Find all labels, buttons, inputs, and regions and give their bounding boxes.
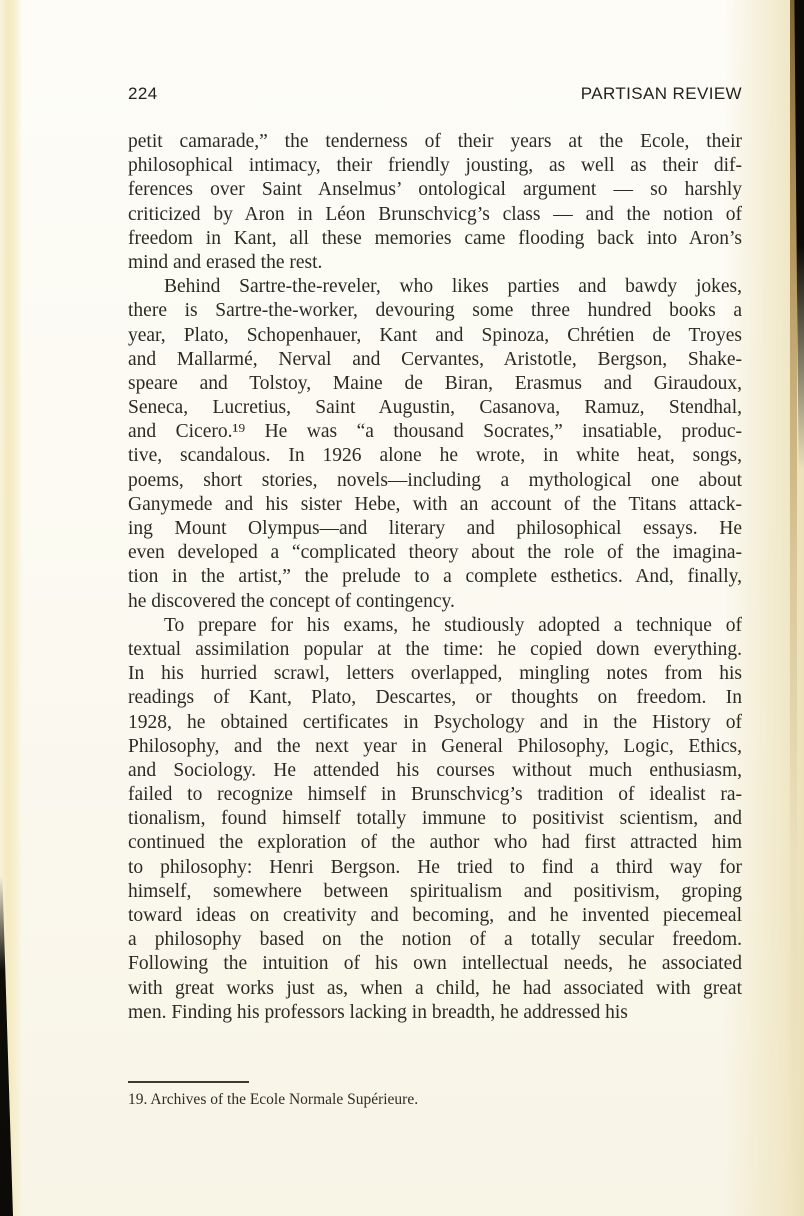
text-line: continued the exploration of the author who had first attracted him [128, 832, 742, 854]
text-line: To prepare for his exams, he studiously adopted a technique of [164, 614, 742, 636]
paragraph [128, 614, 742, 1025]
text-line: Seneca, Lucretius, Saint Augustin, Casanova, Ramuz, Stendhal, [128, 397, 742, 419]
text-line: ing Mount Olympus—and literary and philosophical essays. He [128, 518, 742, 539]
text-line: and Cicero.¹⁹ He was “a thousand Socrates,” insatiable, produc- [128, 421, 742, 443]
text-line: even developed a “complicated theory about the role of the imagina- [128, 542, 742, 564]
text-line: petit camarade,” the tenderness of their years at the Ecole, their [128, 131, 742, 152]
text-line: toward ideas on creativity and becoming, and he invented piecemeal [128, 905, 742, 926]
text-line: poems, short stories, novels—including a mythological one about [128, 469, 742, 491]
page-right-edge [790, 0, 797, 1216]
text-line: textual assimilation popular at the time: he copied down everything. [128, 638, 742, 660]
paragraph [128, 275, 742, 614]
footnote-text: 19. Archives of the Ecole Normale Supérieure. [128, 1091, 419, 1108]
text-line: failed to recognize himself in Brunschvicg’s tradition of idealist ra- [128, 784, 742, 806]
text-block [128, 130, 742, 1025]
text-line: a philosophy based on the notion of a totally secular freedom. [128, 929, 742, 951]
page-number: 224 [128, 84, 158, 103]
text-line: tion in the artist,” the prelude to a complete esthetics. And, finally, [128, 566, 742, 588]
text-line: there is Sartre-the-worker, devouring some three hundred books a [128, 300, 742, 322]
text-line: tive, scandalous. In 1926 alone he wrote, in white heat, songs, [128, 445, 742, 467]
text-line: 1928, he obtained certificates in Psychology and in the History of [128, 711, 742, 733]
paragraph [128, 130, 742, 275]
text-line: tionalism, found himself totally immune to positivist scientism, and [128, 808, 742, 830]
text-line: philosophical intimacy, their friendly jousting, as well as their dif- [128, 155, 742, 177]
text-line: In his hurried scrawl, letters overlapped, mingling notes from his [128, 663, 742, 685]
text-line: readings of Kant, Plato, Descartes, or thoughts on freedom. In [128, 687, 742, 709]
text-line: mind and erased the rest. [128, 251, 323, 273]
running-head [128, 84, 742, 104]
text-line: ferences over Saint Anselmus’ ontological argument — so harshly [128, 179, 742, 201]
text-line: to philosophy: Henri Bergson. He tried to find a third way for [128, 856, 742, 878]
text-line: himself, somewhere between spiritualism and positivism, groping [128, 880, 742, 902]
text-line: freedom in Kant, all these memories came flooding back into Aron’s [128, 227, 742, 249]
text-line: with great works just as, when a child, he had associated with great [128, 977, 742, 999]
text-line: he discovered the concept of contingency. [128, 590, 455, 612]
text-line: criticized by Aron in Léon Brunschvicg’s class — and the notion of [128, 203, 742, 225]
footnote-rule [128, 1081, 249, 1083]
journal-title: PARTISAN REVIEW [580, 84, 742, 103]
text-line: Behind Sartre-the-reveler, who likes parties and bawdy jokes, [164, 276, 742, 298]
text-line: speare and Tolstoy, Maine de Biran, Erasmus and Giraudoux, [128, 372, 742, 394]
text-line: Ganymede and his sister Hebe, with an account of the Titans attack- [128, 493, 742, 515]
text-line: year, Plato, Schopenhauer, Kant and Spinoza, Chrétien de Troyes [128, 324, 742, 346]
text-line: Following the intuition of his own intellectual needs, he associated [128, 953, 742, 975]
text-line: Philosophy, and the next year in General Philosophy, Logic, Ethics, [128, 735, 742, 757]
text-line: and Sociology. He attended his courses without much enthusiasm, [128, 759, 742, 781]
text-line: men. Finding his professors lacking in breadth, he addressed his [128, 1001, 628, 1023]
text-line: and Mallarmé, Nerval and Cervantes, Aristotle, Bergson, Shake- [128, 348, 742, 370]
